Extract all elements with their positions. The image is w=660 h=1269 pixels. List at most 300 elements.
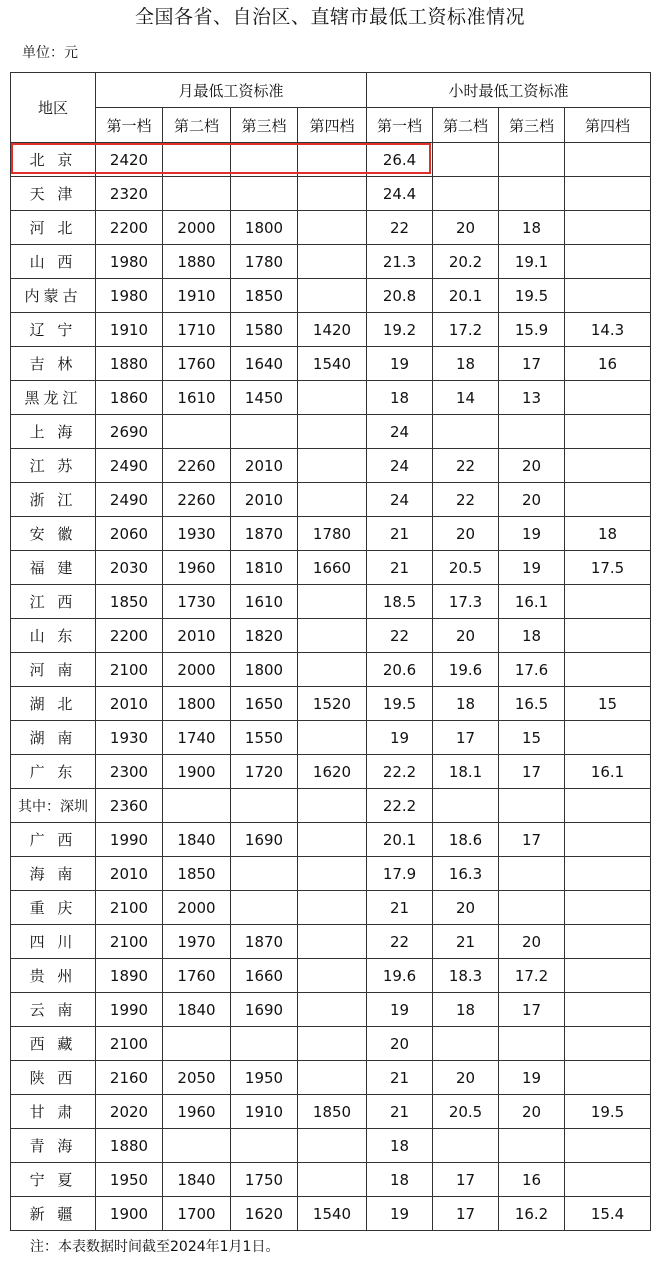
hourly-value-cell bbox=[565, 1129, 651, 1163]
table-row bbox=[11, 381, 651, 415]
monthly-value-cell: 1730 bbox=[163, 585, 231, 619]
hourly-value-cell: 17 bbox=[499, 993, 565, 1027]
monthly-value-cell bbox=[298, 1061, 367, 1095]
region-cell: 辽 宁 bbox=[11, 313, 96, 347]
monthly-value-cell: 1660 bbox=[231, 959, 298, 993]
table-row bbox=[11, 789, 651, 823]
hourly-value-cell: 21 bbox=[367, 1061, 433, 1095]
table-row bbox=[11, 925, 651, 959]
table-row bbox=[11, 1197, 651, 1231]
hourly-value-cell: 19.2 bbox=[367, 313, 433, 347]
hourly-value-cell bbox=[433, 1129, 499, 1163]
monthly-value-cell bbox=[298, 1027, 367, 1061]
table-row bbox=[11, 1163, 651, 1197]
monthly-value-cell: 1900 bbox=[96, 1197, 163, 1231]
hourly-value-cell: 22 bbox=[433, 483, 499, 517]
hourly-value-cell: 18.1 bbox=[433, 755, 499, 789]
monthly-value-cell: 1800 bbox=[163, 687, 231, 721]
table-row bbox=[11, 585, 651, 619]
hourly-value-cell: 20 bbox=[433, 891, 499, 925]
hourly-value-cell: 20.2 bbox=[433, 245, 499, 279]
hourly-value-cell: 20 bbox=[499, 925, 565, 959]
monthly-value-cell bbox=[298, 789, 367, 823]
hourly-value-cell: 19.5 bbox=[367, 687, 433, 721]
monthly-value-cell: 1760 bbox=[163, 959, 231, 993]
monthly-value-cell bbox=[231, 857, 298, 891]
region-cell: 四 川 bbox=[11, 925, 96, 959]
monthly-value-cell: 1950 bbox=[96, 1163, 163, 1197]
hourly-value-cell: 17.5 bbox=[565, 551, 651, 585]
monthly-value-cell: 1880 bbox=[96, 1129, 163, 1163]
hourly-value-cell: 24.4 bbox=[367, 177, 433, 211]
monthly-value-cell bbox=[298, 1163, 367, 1197]
hourly-value-cell: 15.9 bbox=[499, 313, 565, 347]
hourly-value-cell: 16 bbox=[499, 1163, 565, 1197]
monthly-value-cell bbox=[231, 1129, 298, 1163]
monthly-value-cell bbox=[298, 585, 367, 619]
region-cell: 北 京 bbox=[11, 143, 96, 177]
table-row bbox=[11, 551, 651, 585]
monthly-value-cell: 2050 bbox=[163, 1061, 231, 1095]
region-header: 地区 bbox=[11, 73, 96, 143]
region-cell: 湖 北 bbox=[11, 687, 96, 721]
monthly-value-cell: 2100 bbox=[96, 925, 163, 959]
monthly-value-cell bbox=[298, 279, 367, 313]
monthly-value-cell: 2000 bbox=[163, 653, 231, 687]
monthly-value-cell bbox=[298, 245, 367, 279]
table-row bbox=[11, 245, 651, 279]
hourly-value-cell: 22 bbox=[367, 925, 433, 959]
hourly-value-cell: 19 bbox=[367, 993, 433, 1027]
hourly-value-cell bbox=[565, 143, 651, 177]
hourly-value-cell: 14 bbox=[433, 381, 499, 415]
footnote: 注：本表数据时间截至2024年1月1日。 bbox=[30, 1239, 280, 1255]
monthly-value-cell: 1620 bbox=[231, 1197, 298, 1231]
monthly-value-cell: 1610 bbox=[163, 381, 231, 415]
monthly-value-cell: 1910 bbox=[96, 313, 163, 347]
hourly-value-cell: 19.5 bbox=[565, 1095, 651, 1129]
table-body bbox=[11, 143, 651, 1231]
hourly-value-cell: 18 bbox=[367, 1163, 433, 1197]
hourly-value-cell: 20.5 bbox=[433, 1095, 499, 1129]
monthly-value-cell bbox=[298, 891, 367, 925]
region-cell: 安 徽 bbox=[11, 517, 96, 551]
hourly-value-cell: 21 bbox=[367, 891, 433, 925]
monthly-value-cell: 2010 bbox=[96, 857, 163, 891]
monthly-value-cell bbox=[298, 143, 367, 177]
region-cell: 天 津 bbox=[11, 177, 96, 211]
monthly-value-cell bbox=[298, 925, 367, 959]
monthly-value-cell: 2490 bbox=[96, 449, 163, 483]
hourly-header: 小时最低工资标准 bbox=[367, 73, 651, 108]
monthly-value-cell: 1650 bbox=[231, 687, 298, 721]
region-cell: 山 西 bbox=[11, 245, 96, 279]
monthly-value-cell: 2100 bbox=[96, 653, 163, 687]
monthly-value-cell: 1880 bbox=[96, 347, 163, 381]
hourly-value-cell: 18.3 bbox=[433, 959, 499, 993]
monthly-value-cell bbox=[298, 449, 367, 483]
monthly-value-cell: 1750 bbox=[231, 1163, 298, 1197]
hourly-value-cell bbox=[565, 721, 651, 755]
hourly-value-cell: 21 bbox=[367, 517, 433, 551]
hourly-value-cell bbox=[565, 279, 651, 313]
hourly-value-cell: 18 bbox=[367, 1129, 433, 1163]
hourly-value-cell: 13 bbox=[499, 381, 565, 415]
monthly-value-cell: 1540 bbox=[298, 1197, 367, 1231]
hourly-value-cell: 16.1 bbox=[565, 755, 651, 789]
hourly-value-cell: 18 bbox=[499, 619, 565, 653]
hourly-value-cell bbox=[499, 143, 565, 177]
region-cell: 江 苏 bbox=[11, 449, 96, 483]
monthly-value-cell: 2010 bbox=[231, 449, 298, 483]
region-cell: 重 庆 bbox=[11, 891, 96, 925]
table-row bbox=[11, 619, 651, 653]
region-cell: 甘 肃 bbox=[11, 1095, 96, 1129]
monthly-value-cell: 2010 bbox=[96, 687, 163, 721]
hourly-value-cell: 18 bbox=[433, 687, 499, 721]
table-row bbox=[11, 415, 651, 449]
hourly-value-cell bbox=[565, 449, 651, 483]
monthly-value-cell: 1640 bbox=[231, 347, 298, 381]
hourly-value-cell: 16.1 bbox=[499, 585, 565, 619]
region-cell: 云 南 bbox=[11, 993, 96, 1027]
monthly-value-cell bbox=[231, 177, 298, 211]
hourly-value-cell: 18 bbox=[367, 381, 433, 415]
monthly-value-cell: 1520 bbox=[298, 687, 367, 721]
monthly-value-cell: 1850 bbox=[298, 1095, 367, 1129]
monthly-value-cell: 1890 bbox=[96, 959, 163, 993]
monthly-value-cell: 1910 bbox=[163, 279, 231, 313]
hourly-value-cell bbox=[565, 483, 651, 517]
table-row bbox=[11, 1129, 651, 1163]
region-cell: 内蒙古 bbox=[11, 279, 96, 313]
hourly-value-cell: 24 bbox=[367, 449, 433, 483]
monthly-value-cell: 1910 bbox=[231, 1095, 298, 1129]
hourly-value-cell bbox=[565, 857, 651, 891]
monthly-value-cell: 2010 bbox=[163, 619, 231, 653]
region-cell: 湖 南 bbox=[11, 721, 96, 755]
table-row bbox=[11, 347, 651, 381]
hourly-value-cell: 21 bbox=[367, 551, 433, 585]
monthly-value-cell: 1690 bbox=[231, 993, 298, 1027]
hourly-value-cell: 19.6 bbox=[433, 653, 499, 687]
hourly-value-cell bbox=[565, 823, 651, 857]
monthly-value-cell: 2260 bbox=[163, 483, 231, 517]
hourly-value-cell: 19 bbox=[367, 1197, 433, 1231]
hourly-value-cell bbox=[499, 891, 565, 925]
hourly-value-cell bbox=[565, 381, 651, 415]
hourly-value-cell bbox=[565, 653, 651, 687]
hourly-value-cell: 22 bbox=[367, 211, 433, 245]
hourly-value-cell bbox=[433, 789, 499, 823]
monthly-value-cell: 1850 bbox=[96, 585, 163, 619]
hourly-tier-header: 第二档 bbox=[433, 108, 499, 143]
monthly-value-cell: 1850 bbox=[163, 857, 231, 891]
hourly-value-cell: 20 bbox=[499, 483, 565, 517]
region-cell: 山 东 bbox=[11, 619, 96, 653]
hourly-value-cell: 18 bbox=[565, 517, 651, 551]
monthly-value-cell: 1700 bbox=[163, 1197, 231, 1231]
monthly-value-cell: 2420 bbox=[96, 143, 163, 177]
region-cell: 贵 州 bbox=[11, 959, 96, 993]
region-cell: 西 藏 bbox=[11, 1027, 96, 1061]
monthly-value-cell: 2360 bbox=[96, 789, 163, 823]
monthly-value-cell: 2200 bbox=[96, 619, 163, 653]
minimum-wage-table bbox=[10, 72, 651, 1231]
hourly-value-cell: 20.6 bbox=[367, 653, 433, 687]
monthly-tier-header: 第一档 bbox=[96, 108, 163, 143]
monthly-value-cell: 2200 bbox=[96, 211, 163, 245]
hourly-tier-header: 第四档 bbox=[565, 108, 651, 143]
hourly-value-cell bbox=[565, 177, 651, 211]
hourly-value-cell: 22.2 bbox=[367, 789, 433, 823]
monthly-value-cell: 1840 bbox=[163, 993, 231, 1027]
region-cell: 江 西 bbox=[11, 585, 96, 619]
monthly-value-cell bbox=[298, 1129, 367, 1163]
monthly-value-cell: 1840 bbox=[163, 1163, 231, 1197]
hourly-value-cell: 14.3 bbox=[565, 313, 651, 347]
hourly-value-cell: 19.6 bbox=[367, 959, 433, 993]
hourly-value-cell: 20 bbox=[433, 619, 499, 653]
region-cell: 广 东 bbox=[11, 755, 96, 789]
monthly-value-cell: 2100 bbox=[96, 891, 163, 925]
hourly-value-cell bbox=[499, 857, 565, 891]
hourly-value-cell: 20 bbox=[433, 1061, 499, 1095]
region-cell: 吉 林 bbox=[11, 347, 96, 381]
table-row bbox=[11, 823, 651, 857]
monthly-value-cell: 2490 bbox=[96, 483, 163, 517]
monthly-value-cell: 1930 bbox=[163, 517, 231, 551]
hourly-value-cell: 17 bbox=[433, 1163, 499, 1197]
monthly-value-cell: 2000 bbox=[163, 211, 231, 245]
hourly-value-cell: 20 bbox=[499, 449, 565, 483]
hourly-value-cell: 17.3 bbox=[433, 585, 499, 619]
hourly-value-cell bbox=[499, 1129, 565, 1163]
hourly-value-cell: 17 bbox=[433, 1197, 499, 1231]
monthly-value-cell: 1950 bbox=[231, 1061, 298, 1095]
monthly-value-cell bbox=[298, 619, 367, 653]
monthly-value-cell bbox=[298, 959, 367, 993]
hourly-value-cell: 20.1 bbox=[367, 823, 433, 857]
table-row bbox=[11, 449, 651, 483]
table-row bbox=[11, 177, 651, 211]
monthly-value-cell: 2260 bbox=[163, 449, 231, 483]
monthly-value-cell: 1760 bbox=[163, 347, 231, 381]
region-cell: 青 海 bbox=[11, 1129, 96, 1163]
monthly-value-cell bbox=[163, 143, 231, 177]
hourly-value-cell: 18.5 bbox=[367, 585, 433, 619]
monthly-value-cell: 1930 bbox=[96, 721, 163, 755]
monthly-value-cell bbox=[163, 1129, 231, 1163]
hourly-value-cell bbox=[433, 415, 499, 449]
region-cell: 上 海 bbox=[11, 415, 96, 449]
monthly-value-cell: 1990 bbox=[96, 823, 163, 857]
monthly-value-cell bbox=[163, 177, 231, 211]
hourly-value-cell bbox=[565, 1061, 651, 1095]
hourly-value-cell bbox=[433, 1027, 499, 1061]
hourly-value-cell: 15.4 bbox=[565, 1197, 651, 1231]
hourly-value-cell: 22.2 bbox=[367, 755, 433, 789]
monthly-value-cell: 1870 bbox=[231, 925, 298, 959]
hourly-value-cell: 17.2 bbox=[433, 313, 499, 347]
monthly-tier-header: 第三档 bbox=[231, 108, 298, 143]
monthly-value-cell: 1420 bbox=[298, 313, 367, 347]
monthly-value-cell: 1720 bbox=[231, 755, 298, 789]
table-row bbox=[11, 483, 651, 517]
hourly-value-cell bbox=[565, 245, 651, 279]
hourly-value-cell: 19 bbox=[367, 347, 433, 381]
hourly-value-cell bbox=[565, 1027, 651, 1061]
region-cell: 海 南 bbox=[11, 857, 96, 891]
monthly-value-cell bbox=[298, 177, 367, 211]
hourly-value-cell: 16.5 bbox=[499, 687, 565, 721]
hourly-value-cell: 18 bbox=[433, 993, 499, 1027]
hourly-value-cell: 19 bbox=[499, 1061, 565, 1095]
hourly-value-cell: 19 bbox=[367, 721, 433, 755]
hourly-value-cell bbox=[499, 177, 565, 211]
monthly-tier-header: 第二档 bbox=[163, 108, 231, 143]
monthly-value-cell: 1900 bbox=[163, 755, 231, 789]
hourly-value-cell bbox=[565, 891, 651, 925]
monthly-value-cell bbox=[231, 1027, 298, 1061]
table-row bbox=[11, 279, 651, 313]
monthly-value-cell bbox=[298, 653, 367, 687]
monthly-value-cell: 2000 bbox=[163, 891, 231, 925]
monthly-value-cell: 2030 bbox=[96, 551, 163, 585]
monthly-value-cell: 1450 bbox=[231, 381, 298, 415]
hourly-value-cell: 19 bbox=[499, 551, 565, 585]
region-cell: 河 南 bbox=[11, 653, 96, 687]
monthly-value-cell: 1540 bbox=[298, 347, 367, 381]
region-cell: 其中：深圳 bbox=[11, 789, 96, 823]
monthly-value-cell: 1620 bbox=[298, 755, 367, 789]
hourly-value-cell bbox=[433, 177, 499, 211]
hourly-value-cell: 20 bbox=[499, 1095, 565, 1129]
hourly-value-cell bbox=[499, 789, 565, 823]
table-row bbox=[11, 1095, 651, 1129]
hourly-value-cell bbox=[499, 1027, 565, 1061]
monthly-value-cell: 1820 bbox=[231, 619, 298, 653]
monthly-value-cell bbox=[231, 143, 298, 177]
region-cell: 宁 夏 bbox=[11, 1163, 96, 1197]
monthly-value-cell: 2010 bbox=[231, 483, 298, 517]
monthly-value-cell: 2020 bbox=[96, 1095, 163, 1129]
hourly-value-cell bbox=[565, 925, 651, 959]
region-cell: 黑龙江 bbox=[11, 381, 96, 415]
monthly-value-cell bbox=[298, 993, 367, 1027]
monthly-value-cell: 1710 bbox=[163, 313, 231, 347]
monthly-value-cell: 2300 bbox=[96, 755, 163, 789]
region-cell: 陕 西 bbox=[11, 1061, 96, 1095]
hourly-value-cell bbox=[565, 211, 651, 245]
hourly-value-cell: 20.1 bbox=[433, 279, 499, 313]
monthly-value-cell: 2690 bbox=[96, 415, 163, 449]
monthly-value-cell: 1980 bbox=[96, 245, 163, 279]
hourly-value-cell bbox=[565, 619, 651, 653]
region-cell: 浙 江 bbox=[11, 483, 96, 517]
table-row bbox=[11, 211, 651, 245]
monthly-value-cell: 1580 bbox=[231, 313, 298, 347]
monthly-value-cell: 1740 bbox=[163, 721, 231, 755]
hourly-value-cell: 20.5 bbox=[433, 551, 499, 585]
region-cell: 福 建 bbox=[11, 551, 96, 585]
monthly-value-cell bbox=[163, 415, 231, 449]
hourly-value-cell bbox=[565, 1163, 651, 1197]
monthly-value-cell: 1550 bbox=[231, 721, 298, 755]
hourly-value-cell bbox=[565, 789, 651, 823]
monthly-value-cell bbox=[163, 789, 231, 823]
monthly-value-cell: 1690 bbox=[231, 823, 298, 857]
monthly-value-cell: 2060 bbox=[96, 517, 163, 551]
hourly-value-cell: 22 bbox=[433, 449, 499, 483]
monthly-value-cell bbox=[231, 891, 298, 925]
table-row bbox=[11, 1061, 651, 1095]
table-row bbox=[11, 857, 651, 891]
hourly-value-cell bbox=[499, 415, 565, 449]
hourly-value-cell: 21.3 bbox=[367, 245, 433, 279]
hourly-value-cell: 15 bbox=[565, 687, 651, 721]
hourly-value-cell: 20 bbox=[433, 517, 499, 551]
hourly-value-cell bbox=[565, 415, 651, 449]
table-row bbox=[11, 959, 651, 993]
monthly-value-cell bbox=[298, 483, 367, 517]
hourly-value-cell: 20 bbox=[433, 211, 499, 245]
hourly-value-cell: 17.9 bbox=[367, 857, 433, 891]
table-row bbox=[11, 721, 651, 755]
hourly-tier-header: 第三档 bbox=[499, 108, 565, 143]
monthly-value-cell: 1850 bbox=[231, 279, 298, 313]
hourly-value-cell: 16 bbox=[565, 347, 651, 381]
monthly-value-cell: 2100 bbox=[96, 1027, 163, 1061]
hourly-value-cell: 24 bbox=[367, 415, 433, 449]
hourly-value-cell: 17 bbox=[499, 755, 565, 789]
hourly-value-cell: 17 bbox=[433, 721, 499, 755]
monthly-value-cell: 1800 bbox=[231, 211, 298, 245]
hourly-value-cell: 19.5 bbox=[499, 279, 565, 313]
table-row bbox=[11, 313, 651, 347]
monthly-value-cell bbox=[298, 415, 367, 449]
table-row bbox=[11, 891, 651, 925]
monthly-header: 月最低工资标准 bbox=[96, 73, 367, 108]
monthly-value-cell: 1800 bbox=[231, 653, 298, 687]
hourly-value-cell: 26.4 bbox=[367, 143, 433, 177]
hourly-value-cell: 21 bbox=[433, 925, 499, 959]
page-title: 全国各省、自治区、直辖市最低工资标准情况 bbox=[134, 6, 525, 28]
hourly-value-cell: 16.2 bbox=[499, 1197, 565, 1231]
monthly-value-cell bbox=[231, 415, 298, 449]
hourly-tier-header: 第一档 bbox=[367, 108, 433, 143]
monthly-value-cell: 1660 bbox=[298, 551, 367, 585]
monthly-value-cell: 1610 bbox=[231, 585, 298, 619]
region-cell: 河 北 bbox=[11, 211, 96, 245]
region-cell: 新 疆 bbox=[11, 1197, 96, 1231]
monthly-value-cell: 2320 bbox=[96, 177, 163, 211]
hourly-value-cell: 17.2 bbox=[499, 959, 565, 993]
table-row bbox=[11, 143, 651, 177]
table-row bbox=[11, 755, 651, 789]
monthly-tier-header: 第四档 bbox=[298, 108, 367, 143]
monthly-value-cell bbox=[298, 823, 367, 857]
monthly-value-cell bbox=[298, 857, 367, 891]
monthly-value-cell bbox=[298, 721, 367, 755]
hourly-value-cell: 17 bbox=[499, 823, 565, 857]
hourly-value-cell: 20 bbox=[367, 1027, 433, 1061]
monthly-value-cell: 1860 bbox=[96, 381, 163, 415]
monthly-value-cell: 1810 bbox=[231, 551, 298, 585]
hourly-value-cell bbox=[565, 585, 651, 619]
hourly-value-cell bbox=[565, 993, 651, 1027]
table-row bbox=[11, 1027, 651, 1061]
